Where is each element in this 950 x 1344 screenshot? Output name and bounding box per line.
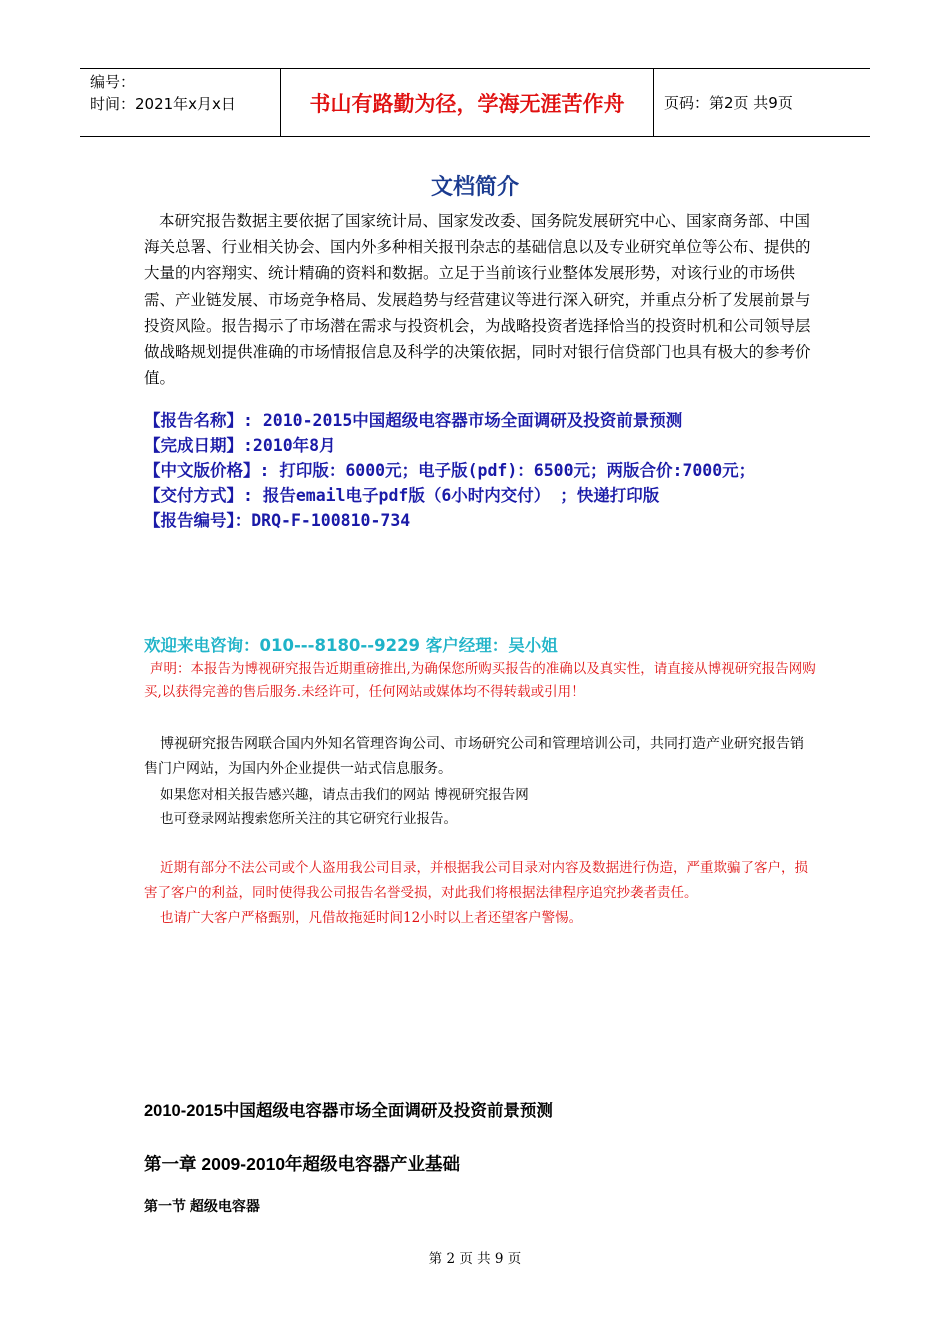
section-heading: 第一节 超级电容器 (144, 1198, 260, 1214)
report-code: 【报告编号】：DRQ-F-100810-734 (144, 511, 411, 530)
search-line (144, 808, 816, 830)
warning-block (144, 856, 816, 931)
page-footer: 第 2 页 共 9 页 (428, 1251, 522, 1267)
statement-text: 声明：本报告为博视研究报告近期重磅推出,为确保您所购买报告的准确以及真实性，请直接从博视研究报告网购买,以获得完善的售后服务.未经许可，任何网站或媒体均不得转载或引用！ (144, 661, 816, 700)
price: 【中文版价格】: 打印版：6000元；电子版(pdf)：6500元；两版合价:7000元； (144, 461, 756, 480)
chapter-heading: 第一章 2009-2010年超级电容器产业基础 (144, 1154, 461, 1174)
completion-date: 【完成日期】:2010年8月 (144, 436, 336, 455)
statement (144, 658, 816, 704)
warning-paragraph (144, 856, 816, 906)
header-left-cell (80, 69, 281, 136)
header-table (80, 68, 870, 137)
intro-paragraph (144, 208, 816, 391)
warning-paragraph-2 (144, 906, 816, 931)
document-title: 文档简介 (430, 175, 519, 200)
number-label: 编号： (90, 73, 136, 91)
about-paragraph (144, 732, 816, 782)
contact-line: 欢迎来电咨询：010---8180--9229 客户经理：吴小姐 (144, 636, 558, 655)
search-text: 也可登录网站搜索您所关注的其它研究行业报告。 (160, 811, 457, 827)
report-heading: 2010-2015中国超级电容器市场全面调研及投资前景预测 (144, 1102, 553, 1120)
interest-line (144, 784, 816, 806)
report-name: 【报告名称】: 2010-2015中国超级电容器市场全面调研及投资前景预测 (144, 411, 683, 430)
report-info-block (144, 408, 816, 533)
warning-text: 近期有部分不法公司或个人盗用我公司目录，并根据我公司目录对内容及数据进行伪造，严重欺骗了客户，损害了客户的利益，同时使得我公司报告名誉受损，对此我们将根据法律程序追究抄袭者责任。 (144, 860, 808, 901)
time-label: 时间：2021年x月x日 (90, 95, 236, 113)
header-page-info: 页码：第2页 共9页 (664, 94, 793, 112)
warning-text-2: 也请广大客户严格甄别，凡借故拖延时间12小时以上者还望客户警惕。 (160, 910, 583, 926)
intro-text: 本研究报告数据主要依据了国家统计局、国家发改委、国务院发展研究中心、国家商务部、中国海关总署、行业相关协会、国内外多种相关报刊杂志的基础信息以及专业研究单位等公布、提供的大量的内容翔实、统计精确的资料和数据。立足于当前该行业整体发展形势，对该行业的市场供需、产业链发展、市场竞争格局、发展趋势与经营建议等进行深入研究，并重点分析了发展前景与投资风险。报告揭示了市场潜在需求与投资机会，为战略投资者选择恰当的投资时机和公司领导层做战略规划提供准确的市场情报信息及科学的决策依据，同时对银行信贷部门也具有极大的参考价值。 (144, 212, 811, 388)
interest-text[interactable]: 如果您对相关报告感兴趣，请点击我们的网站 博视研究报告网 (160, 787, 529, 803)
delivery-method: 【交付方式】: 报告email电子pdf版（6小时内交付） ；快递打印版 (144, 486, 660, 505)
header-motto: 书山有路勤为径，学海无涯苦作舟 (281, 69, 654, 136)
about-text: 博视研究报告网联合国内外知名管理咨询公司、市场研究公司和管理培训公司，共同打造产业研究报告销售门户网站，为国内外企业提供一站式信息服务。 (144, 736, 804, 777)
